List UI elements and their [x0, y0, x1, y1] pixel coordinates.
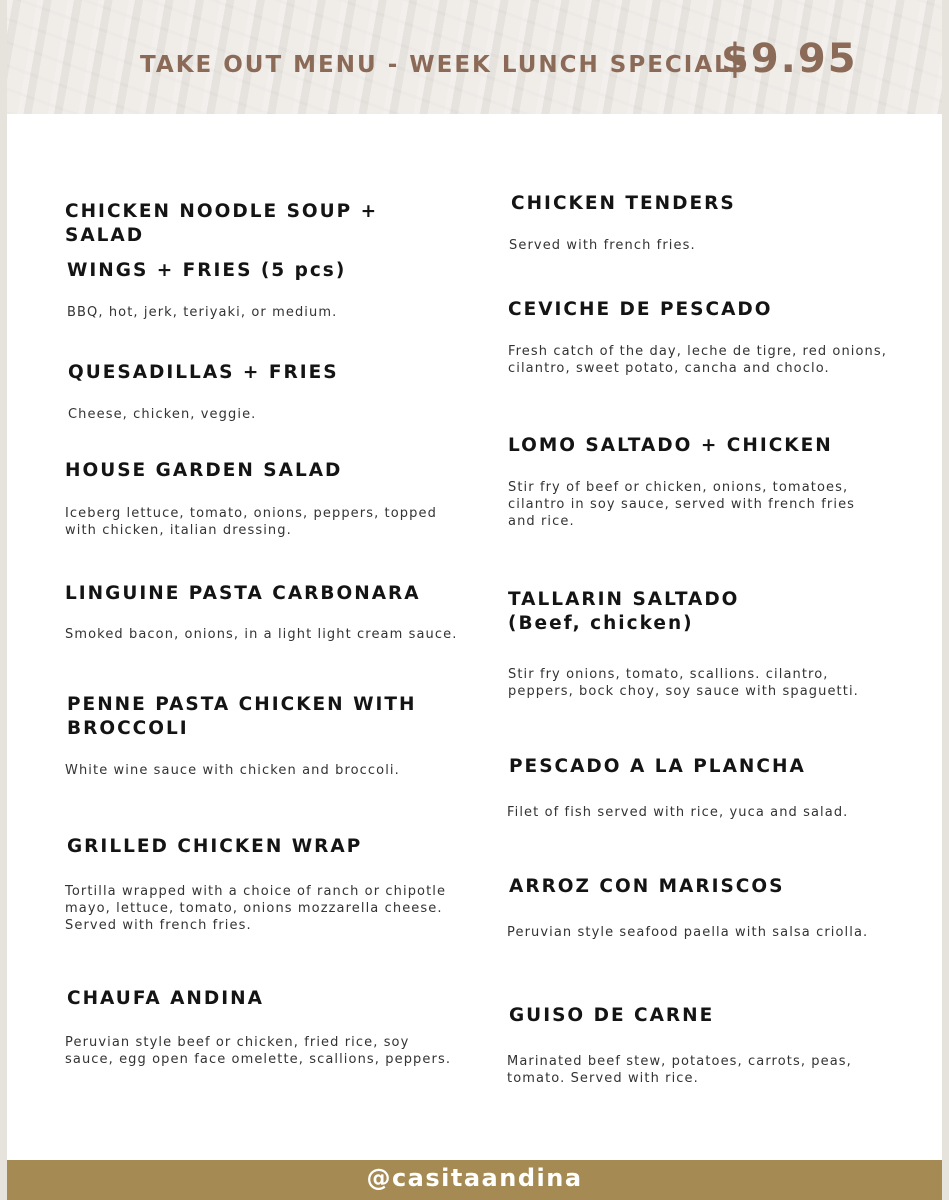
menu-item-linguine-carbonara: [65, 582, 465, 642]
menu-item-chicken-tenders: [509, 192, 911, 253]
item-description: Tortilla wrapped with a choice of ranch or chipotle mayo, lettuce, tomato, onions mozzarella cheese. Served with french fries.: [65, 884, 447, 933]
item-title: TALLARIN SALTADO (Beef, chicken): [508, 589, 740, 634]
menu-item-guiso-de-carne: [507, 1004, 909, 1086]
menu-footer: [7, 1160, 942, 1200]
item-title: PESCADO A LA PLANCHA: [509, 756, 806, 777]
menu-price: $9.95: [721, 36, 858, 82]
item-description: White wine sauce with chicken and broccoli.: [65, 763, 400, 778]
item-title: CEVICHE DE PESCADO: [508, 299, 773, 320]
menu-item-chicken-noodle-soup: [65, 200, 465, 248]
menu-item-arroz-con-mariscos: [507, 875, 909, 940]
item-title: QUESADILLAS + FRIES: [68, 362, 339, 383]
item-description: Peruvian style beef or chicken, fried rice, soy sauce, egg open face omelette, scallions, peppers.: [65, 1035, 452, 1067]
social-handle[interactable]: @casitaandina: [366, 1164, 583, 1192]
item-description: Stir fry of beef or chicken, onions, tomatoes, cilantro in soy sauce, served with french fries and rice.: [508, 480, 856, 529]
item-title: WINGS + FRIES (5 pcs): [67, 260, 347, 281]
item-title: CHICKEN TENDERS: [511, 193, 736, 214]
menu-item-grilled-chicken-wrap: [65, 835, 467, 933]
item-title: LOMO SALTADO + CHICKEN: [508, 435, 833, 456]
menu-item-penne-chicken-broccoli: [65, 693, 467, 778]
item-description: Smoked bacon, onions, in a light light cream sauce.: [65, 627, 458, 642]
menu-item-house-garden-salad: [65, 459, 465, 538]
menu-item-pescado-plancha: [507, 755, 909, 820]
item-description: Marinated beef stew, potatoes, carrots, peas, tomato. Served with rice.: [507, 1054, 852, 1086]
item-title: LINGUINE PASTA CARBONARA: [65, 583, 421, 604]
menu-item-chaufa-andina: [65, 987, 467, 1067]
menu-item-wings-fries: [67, 259, 467, 320]
menu-item-ceviche-de-pescado: [508, 298, 908, 376]
item-description: Fresh catch of the day, leche de tigre, red onions, cilantro, sweet potato, cancha and choclo.: [508, 344, 888, 376]
item-description: Filet of fish served with rice, yuca and salad.: [507, 805, 849, 820]
item-description: Peruvian style seafood paella with salsa criolla.: [507, 925, 869, 940]
menu-item-tallarin-saltado: [508, 588, 908, 699]
item-title: HOUSE GARDEN SALAD: [65, 460, 343, 481]
menu-title: TAKE OUT MENU - WEEK LUNCH SPECIALS: [140, 52, 750, 78]
item-title: GUISO DE CARNE: [509, 1005, 715, 1026]
item-description: BBQ, hot, jerk, teriyaki, or medium.: [67, 305, 338, 320]
item-title: CHICKEN NOODLE SOUP + SALAD: [65, 201, 379, 246]
item-title: CHAUFA ANDINA: [67, 988, 264, 1009]
item-title: PENNE PASTA CHICKEN WITH BROCCOLI: [67, 694, 417, 739]
item-description: Iceberg lettuce, tomato, onions, peppers, topped with chicken, italian dressing.: [65, 506, 437, 538]
page-frame-left: [0, 0, 7, 1200]
item-title: ARROZ CON MARISCOS: [509, 876, 785, 897]
item-title: GRILLED CHICKEN WRAP: [67, 836, 363, 857]
menu-header: [7, 0, 942, 114]
item-description: Served with french fries.: [509, 238, 696, 253]
item-description: Cheese, chicken, veggie.: [68, 407, 257, 422]
page-frame-right: [942, 0, 949, 1200]
menu-item-quesadillas: [68, 361, 468, 422]
menu-item-lomo-saltado: [508, 434, 908, 529]
item-description: Stir fry onions, tomato, scallions. cilantro, peppers, bock choy, soy sauce with spaguetti.: [508, 667, 859, 699]
